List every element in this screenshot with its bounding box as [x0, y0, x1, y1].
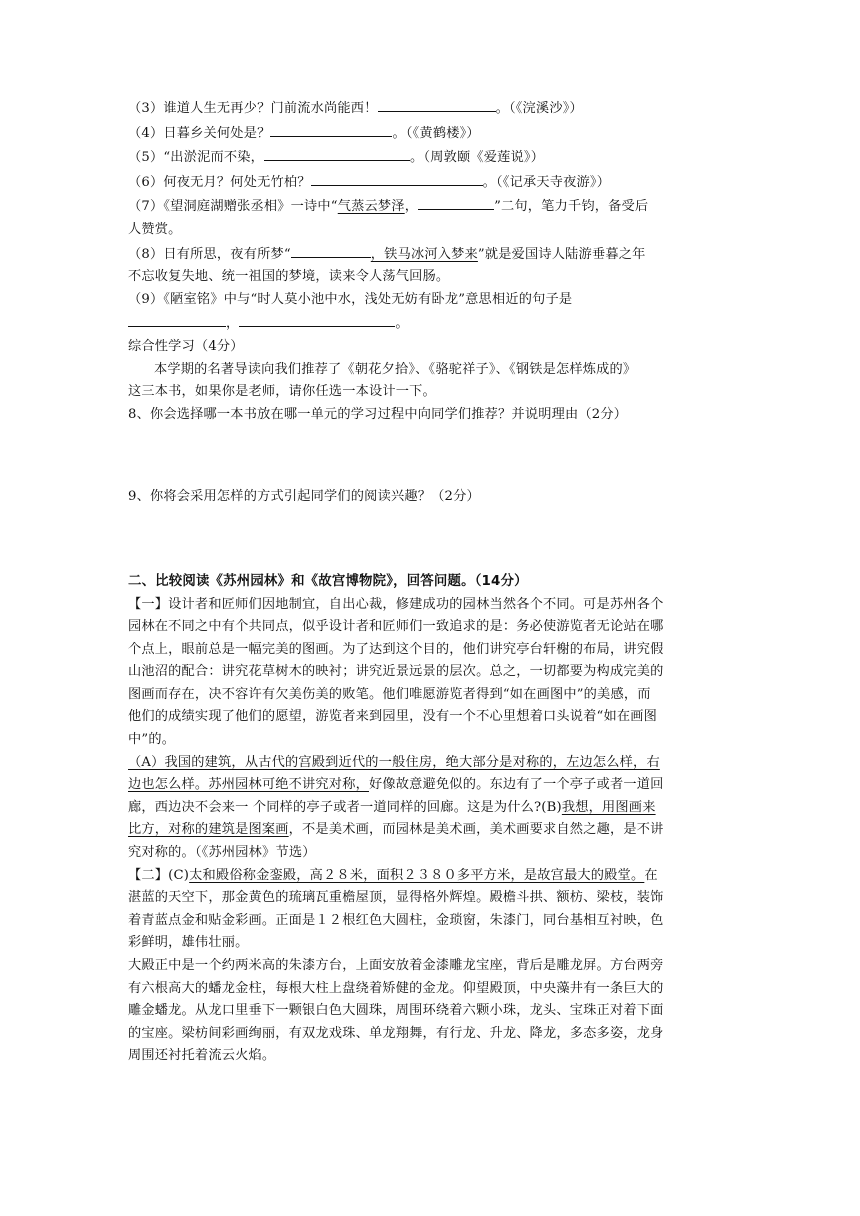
passage-line: 图画而存在，决不容许有欠美伤美的败笔。他们唯愿游览者得到“如在画图中”的美感，而 — [128, 686, 651, 702]
passage-1-paragraph-1 — [128, 594, 734, 752]
question-4: （4）日暮乡关何处是？ 。（《黄鹤楼》） — [128, 121, 734, 146]
passage-line: 究对称的。（《苏州园林》节选） — [128, 845, 316, 861]
passage-line: 廊，西边决不会来一 个同样的亭子或者一道同样的回廊。这是为什么?(B)我想，用图画来 — [128, 799, 656, 815]
passage-line: （A）我国的建筑，从古代的宫殿到近代的一般住房，绝大部分是对称的，左边怎么样，右 — [128, 754, 660, 770]
passage-line: 有六根高大的蟠龙金柱，每根大柱上盘绕着矫健的金龙。仰望殿顶，中央藻井有一条巨大的 — [128, 980, 664, 996]
answer-blank[interactable] — [270, 121, 392, 137]
passage-line: 【二】(C)太和殿俗称金銮殿，高２８米，面积２３８０多平方米，是故宫最大的殿堂。在 — [128, 867, 658, 883]
passage-2-paragraph-2 — [128, 955, 734, 1068]
passage-line: 比方，对称的建筑是图案画，不是美术画，而园林是美术画，美术画要求自然之趣，是不讲 — [128, 822, 664, 838]
question-8-continued: 不忘收复失地、统一祖国的梦境，读来令人荡气回肠。 — [128, 269, 450, 285]
comprehensive-intro: 本学期的名著导读向我们推荐了《朝花夕拾》、《骆驼祥子》、《钢铁是怎样炼成的》 — [154, 361, 637, 377]
passage-1-paragraph-2 — [128, 752, 734, 865]
passage-line: 他们的成绩实现了他们的愿望，游览者来到园里，没有一个不心里想着口头说着“如在画图 — [128, 709, 658, 725]
passage-line: 的宝座。梁枋间彩画绚丽，有双龙戏珠、单龙翔舞，有行龙、升龙、降龙，多态多姿，龙身 — [128, 1025, 664, 1041]
passage-line: 周围还衬托着流云火焰。 — [128, 1048, 276, 1064]
passage-line: 边也怎么样。苏州园林可绝不讲究对称，好像故意避免似的。东边有了一个亭子或者一道回 — [128, 777, 664, 793]
answer-blank[interactable] — [418, 194, 494, 210]
question-5: （5）“出淤泥而不染， 。（周敦颐《爱莲说》） — [128, 145, 734, 170]
passage-line: 大殿正中是一个约两米高的朱漆方台，上面安放着金漆雕龙宝座，背后是雕龙屏。方台两旁 — [128, 958, 664, 973]
exam-page — [128, 96, 734, 1068]
comprehensive-question-9: 9、你将会采用怎样的方式引起同学们的阅读兴趣？（2分） — [128, 489, 480, 505]
answer-blank[interactable] — [239, 311, 395, 327]
answer-space[interactable] — [128, 426, 734, 486]
passage-line: 个点上，眼前总是一幅完美的图画。为了达到这个目的，他们讲究亭台轩榭的布局，讲究假 — [128, 641, 664, 657]
question-9: （9）《陋室铭》中与“时人莫小池中水，浅处无妨有卧龙”意思相近的句子是 — [128, 291, 573, 307]
answer-blank[interactable] — [378, 96, 496, 112]
answer-blank[interactable] — [311, 170, 483, 186]
question-9-answer-line: ， 。 — [128, 311, 734, 336]
passage-line: 着青蓝点金和贴金彩画。正面是１２根红色大圆柱，金琐窗，朱漆门，同台基相互衬映，色 — [128, 912, 664, 928]
passage-line: 中”的。 — [128, 732, 176, 748]
comprehensive-question-8: 8、你会选择哪一本书放在哪一单元的学习过程中向同学们推荐？并说明理由（2分） — [128, 406, 628, 422]
passage-line: 彩鲜明，雄伟壮丽。 — [128, 935, 249, 951]
answer-blank[interactable] — [128, 311, 226, 327]
passage-line: 山池沼的配合：讲究花草树木的映衬；讲究近景远景的层次。总之，一切都要为构成完美的 — [128, 664, 664, 680]
answer-blank[interactable] — [291, 242, 371, 258]
comprehensive-heading: 综合性学习（4分） — [128, 338, 244, 354]
question-8: （8）日有所思，夜有所梦“ ，铁马冰河入梦来”就是爱国诗人陆游垂暮之年 — [128, 242, 734, 267]
passage-2-paragraph-1 — [128, 865, 734, 955]
passage-line: 【一】设计者和匠师们因地制宜，自出心裁，修建成功的园林当然各个不同。可是苏州各个 — [128, 596, 664, 612]
question-3: （3）谁道人生无再少？门前流水尚能西！ 。（《浣溪沙》） — [128, 96, 734, 121]
question-7: （7）《望洞庭湖赠张丞相》一诗中“气蒸云梦泽， ”二句，笔力千钧，备受后 — [128, 194, 734, 219]
section-title: 二、比较阅读《苏州园林》和《故宫博物院》，回答问题。（14分） — [128, 573, 528, 589]
comprehensive-intro-continued: 这三本书，如果你是老师，请你任选一本设计一下。 — [128, 384, 436, 400]
question-7-continued: 人赞赏。 — [128, 221, 182, 237]
answer-space[interactable] — [128, 509, 734, 571]
passage-line: 雕金蟠龙。从龙口里垂下一颗银白色大圆珠，周围环绕着六颗小珠，龙头、宝珠正对着下面 — [128, 1003, 664, 1019]
passage-line: 园林在不同之中有个共同点，似乎设计者和匠师们一致追求的是：务必使游览者无论站在哪 — [128, 619, 664, 635]
answer-blank[interactable] — [264, 145, 410, 161]
question-6: （6）何夜无月？何处无竹柏？ 。（《记承天寺夜游》） — [128, 170, 734, 195]
passage-line: 湛蓝的天空下，那金黄色的琉璃瓦重檐屋顶，显得格外辉煌。殿檐斗拱、额枋、梁枝，装饰 — [128, 890, 664, 906]
